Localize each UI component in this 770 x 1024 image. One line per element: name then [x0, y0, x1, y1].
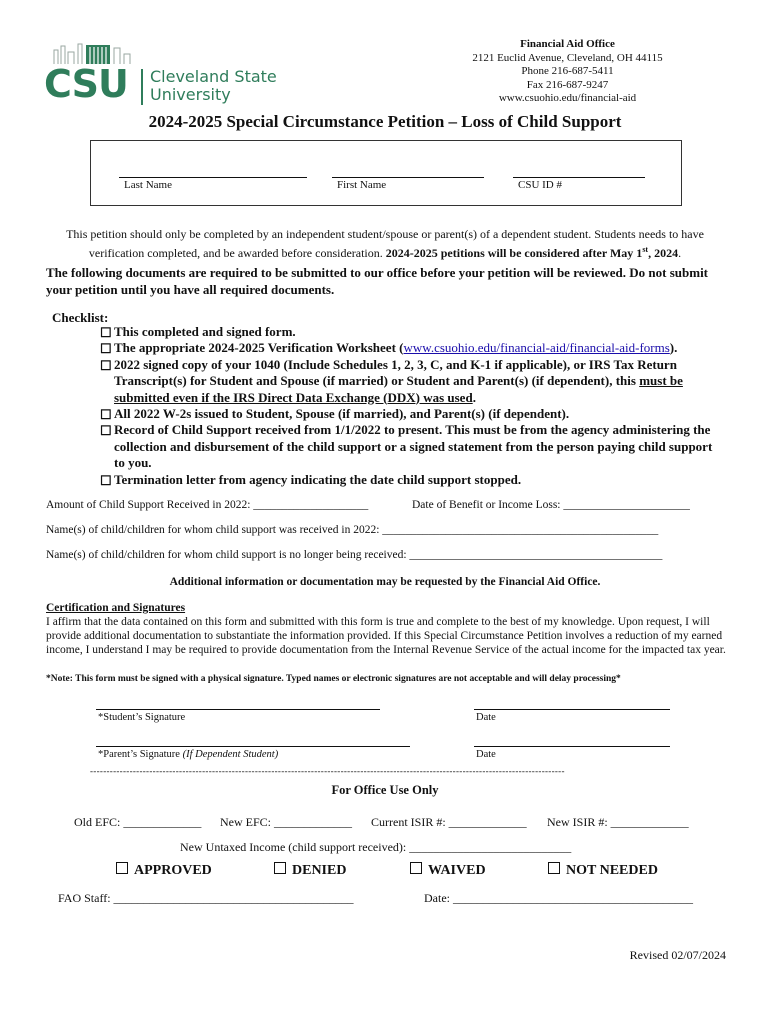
checklist-item — [100, 340, 726, 356]
checkbox[interactable]: ☐ — [100, 357, 112, 373]
denied-checkbox[interactable] — [274, 862, 286, 874]
waived-checkbox[interactable] — [410, 862, 422, 874]
forms-link[interactable]: www.csuohio.edu/financial-aid/financial-aid-forms — [403, 340, 670, 356]
checklist-heading: Checklist: — [52, 310, 109, 325]
current-isir-field[interactable]: Current ISIR #: _____________ — [371, 815, 527, 829]
children-no-longer-field[interactable]: Name(s) of child/children for whom child support is no longer being received: ____________________________________________ — [46, 549, 663, 561]
amount-received-field[interactable]: Amount of Child Support Received in 2022: ____________________ — [46, 499, 369, 511]
checklist-item-text: This completed and signed form. — [114, 324, 296, 339]
checklist-item — [100, 406, 726, 422]
new-efc-field[interactable]: New EFC: _____________ — [220, 815, 352, 829]
additional-info: Additional information or documentation may be requested by the Financial Aid Office. — [169, 576, 601, 588]
checklist-item-end: ). — [669, 340, 678, 356]
logo-name-line1: Cleveland State — [150, 67, 277, 86]
logo-name-line2: University — [150, 85, 231, 104]
not-needed-label: NOT NEEDED — [566, 863, 658, 878]
not-needed-checkbox[interactable] — [548, 862, 560, 874]
office-divider: ------------------------------------------------------------------------------------------------------------------------------------------------ — [90, 766, 565, 776]
children-received-field[interactable]: Name(s) of child/children for whom child support was received in 2022: ________________________________________________ — [46, 524, 659, 536]
parent-signature-text: *Parent’s Signature — [98, 749, 180, 760]
checkbox[interactable]: ☐ — [100, 472, 112, 488]
parent-signature-line[interactable] — [96, 746, 410, 747]
office-title: Financial Aid Office — [520, 38, 615, 50]
parent-date-line[interactable] — [474, 746, 670, 747]
intro-body: This petition should only be completed by an independent student/spouse or parent(s) of a dependent student. Students needs to have verification completed, and be awarded before consideration. — [66, 227, 704, 260]
fao-staff-field[interactable]: FAO Staff: ________________________________________ — [58, 891, 354, 905]
office-use-heading: For Office Use Only — [331, 783, 439, 797]
checkbox[interactable]: ☐ — [100, 325, 112, 340]
waived-label: WAIVED — [428, 863, 486, 878]
checklist-item-end: . — [472, 389, 476, 405]
checklist — [100, 324, 726, 488]
date-loss-field[interactable]: Date of Benefit or Income Loss: ______________________ — [412, 499, 690, 511]
form-title: 2024-2025 Special Circumstance Petition – Loss of Child Support — [148, 112, 622, 131]
approved-label: APPROVED — [134, 863, 212, 878]
office-web: www.csuohio.edu/financial-aid — [498, 92, 637, 104]
student-date-label: Date — [476, 712, 496, 723]
logo-letters: CSU — [44, 62, 128, 106]
intro-deadline: 2024-2025 petitions will be considered after May 1 — [385, 246, 643, 260]
intro-sup: st — [642, 245, 649, 254]
student-signature-label: *Student’s Signature — [98, 712, 186, 723]
checklist-item-text: The appropriate 2024-2025 Verification Worksheet ( — [114, 340, 404, 356]
waived-option[interactable] — [410, 862, 486, 879]
office-date-field[interactable]: Date: ________________________________________ — [424, 891, 693, 905]
checklist-item — [100, 472, 726, 488]
certification — [46, 601, 736, 657]
office-address: 2121 Euclid Avenue, Cleveland, OH 44115 — [472, 51, 663, 64]
last-name-field[interactable] — [119, 177, 307, 178]
requirement-notice: The following documents are required to be submitted to our office before your petition will be reviewed. Do not submit your petition until you have all required documents. — [46, 265, 709, 297]
office-phone: Phone 216-687-5411 — [521, 65, 614, 77]
not-needed-option[interactable] — [548, 862, 658, 879]
first-name-field[interactable] — [332, 177, 484, 178]
csu-id-field[interactable] — [513, 177, 645, 178]
checkbox[interactable]: ☐ — [100, 341, 112, 357]
office-fax: Fax 216-687-9247 — [526, 78, 609, 91]
old-efc-field[interactable]: Old EFC: _____________ — [74, 815, 202, 829]
csu-id-label: CSU ID # — [518, 179, 563, 191]
revised-date: Revised 02/07/2024 — [629, 948, 726, 962]
checklist-item — [100, 357, 726, 406]
office-contact — [445, 38, 690, 106]
signature-note: *Note: This form must be signed with a physical signature. Typed names or electronic signatures are not acceptable and will delay processing* — [46, 674, 621, 684]
approved-checkbox[interactable] — [116, 862, 128, 874]
checklist-item — [100, 324, 726, 340]
csu-logo — [44, 42, 289, 106]
student-signature-line[interactable] — [96, 709, 380, 710]
intro-text: This petition should only be completed by an independent student/spouse or parent(s) of a dependent student. Students needs to have verification completed, and be awarded before consideration. 2024-2025 petitions will be considered after May 1st, 2024. — [66, 227, 704, 260]
checklist-item-text: All 2022 W-2s issued to Student, Spouse (if married), and Parent(s) (if dependent). — [114, 406, 570, 422]
logo-divider — [141, 69, 143, 105]
checklist-item-text: Record of Child Support received from 1/1/2022 to present. This must be from the agency administering the collection and disbursement of the child support or a signed statement from the person paying child support to you. — [114, 422, 713, 471]
new-isir-field[interactable]: New ISIR #: _____________ — [547, 815, 689, 829]
checklist-item-text: Termination letter from agency indicating the date child support stopped. — [114, 471, 522, 487]
intro-deadline-end: , 2024 — [648, 246, 679, 260]
parent-date-label: Date — [476, 749, 496, 760]
approved-option[interactable] — [116, 862, 212, 879]
checklist-item — [100, 422, 726, 471]
last-name-label: Last Name — [124, 179, 172, 191]
certification-heading: Certification and Signatures — [46, 602, 186, 614]
checklist-item-text: 2022 signed copy of your 1040 (Include Schedules 1, 2, 3, C, and K-1 if applicable), or IRS Tax Return Transcript(s) for Student and Spouse (if married) or Student and Parent(s) (if dependent), this — [114, 356, 677, 389]
first-name-label: First Name — [337, 179, 387, 191]
new-untaxed-income-field[interactable]: New Untaxed Income (child support received): ___________________________ — [180, 840, 572, 854]
parent-signature-hint: (If Dependent Student) — [182, 749, 279, 760]
parent-signature-label — [98, 749, 278, 760]
student-date-line[interactable] — [474, 709, 670, 710]
certification-text: I affirm that the data contained on this form and submitted with this form is true and complete to the best of my knowledge. Upon request, I will provide additional documentation to substantiate the information provided. If this Special Circumstance Petition involves a reduction of my earned income, I understand I may be required to provide documentation from the Internal Revenue Service of the actual income for the impacted tax year. — [46, 616, 726, 656]
checkbox[interactable]: ☐ — [100, 423, 112, 439]
denied-option[interactable] — [274, 862, 346, 879]
denied-label: DENIED — [292, 863, 347, 878]
student-name-box — [90, 140, 682, 206]
checkbox[interactable]: ☐ — [100, 407, 112, 423]
checklist-item-emphasis: must be submitted even if the IRS Direct Data Exchange (DDX) was used — [114, 373, 683, 405]
